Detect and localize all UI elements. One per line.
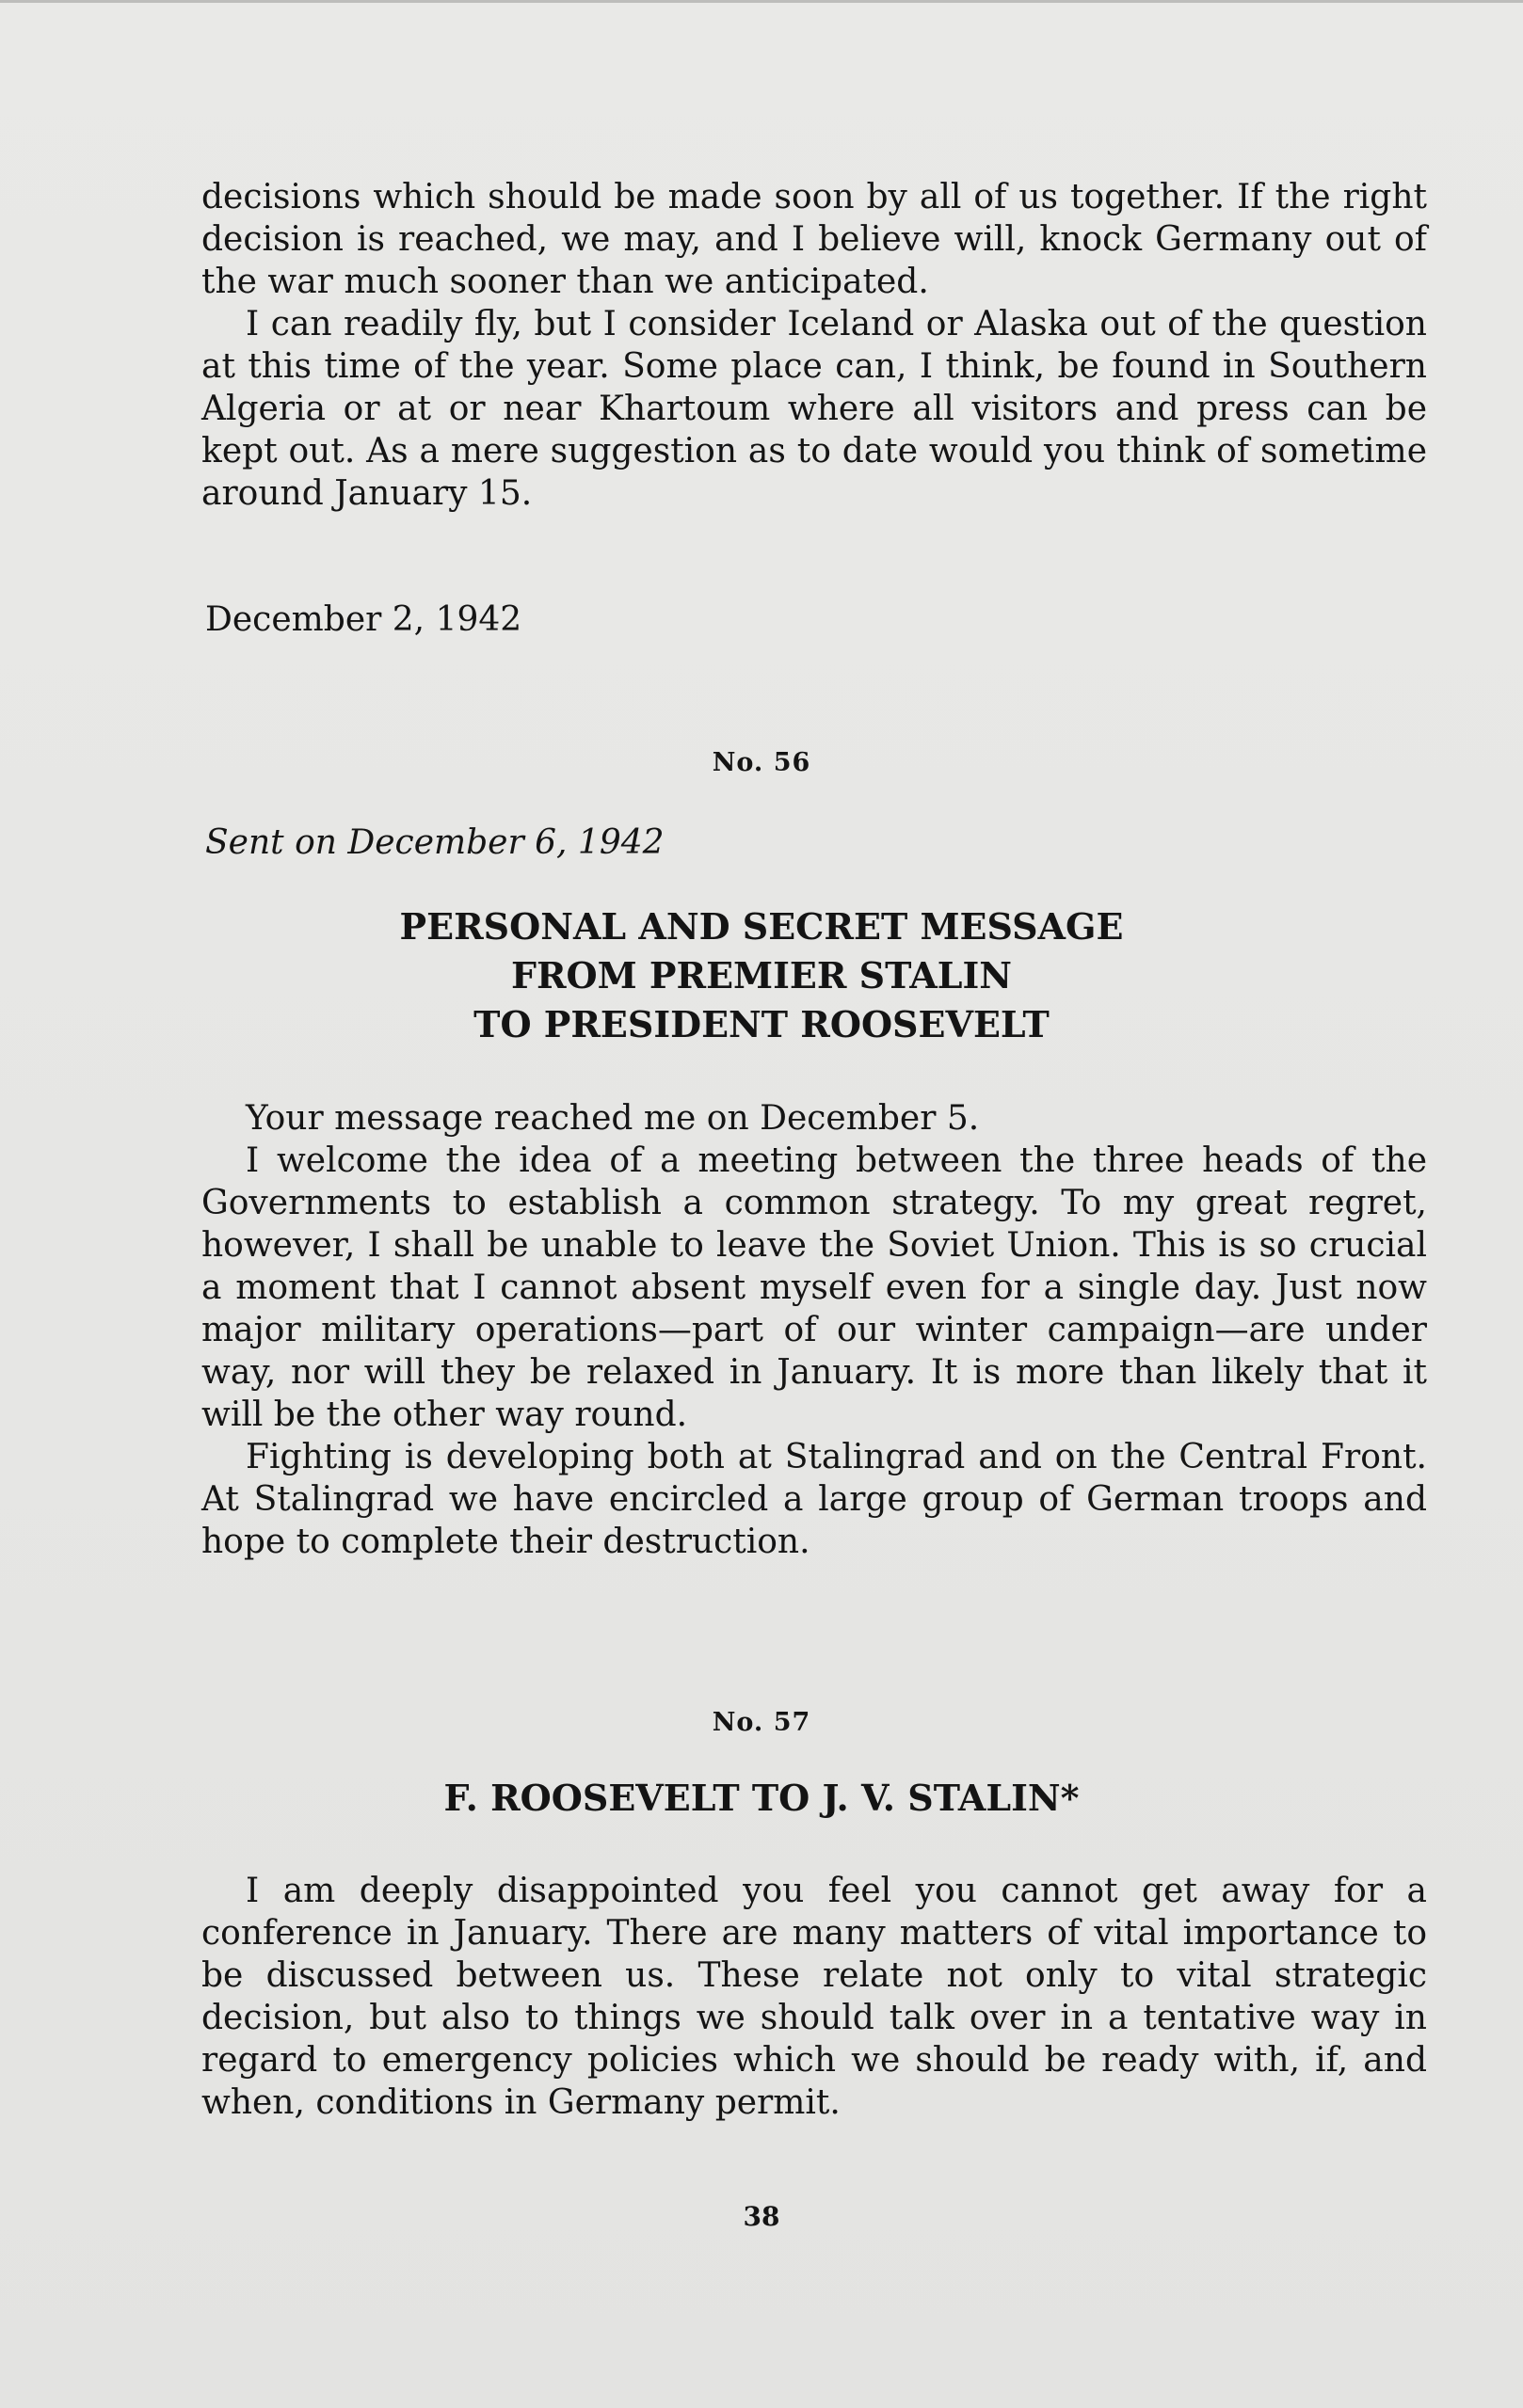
continuation-text <box>201 176 1427 515</box>
paragraph: Fighting is developing both at Stalingrad and on the Central Front. At Stalingrad we have encircled a large group of German troops and hope to complete their destruction. <box>201 1438 1427 1561</box>
message-heading-line: PERSONAL AND SECRET MESSAGE <box>399 905 1124 948</box>
message-body-57 <box>201 1870 1427 2124</box>
paragraph: Your message reached me on December 5. <box>246 1099 980 1138</box>
document-number: No. 57 <box>712 1708 811 1737</box>
page-top-edge <box>0 0 1523 3</box>
message-date: December 2, 1942 <box>205 600 522 639</box>
message-body-56 <box>201 1097 1427 1563</box>
page-number: 38 <box>743 2201 780 2232</box>
message-heading: F. ROOSEVELT TO J. V. STALIN* <box>443 1777 1080 1819</box>
message-heading-line: FROM PREMIER STALIN <box>510 954 1013 997</box>
paragraph: I am deeply disappointed you feel you cannot get away for a conference in January. There are many matters of vital importance to be discussed between us. These relate not only to vital strategic decision, but also to things we should talk over in a tentative way in regard to emergency policies which we should be ready with, if, and when, conditions in Germany permit. <box>201 1872 1427 2122</box>
document-number: No. 56 <box>712 748 811 777</box>
paragraph: decisions which should be made soon by all of us together. If the right decision is reached, we may, and I believe will, knock Germany out of the war much sooner than we anticipated. <box>201 178 1427 301</box>
paragraph: I can readily fly, but I consider Iceland or Alaska out of the question at this time of the year. Some place can, I think, be found in Southern Algeria or at or near Khartoum where all visitors and press can be kept out. As a mere suggestion as to date would you think of sometime around January 15. <box>201 305 1427 513</box>
message-heading-line: TO PRESIDENT ROOSEVELT <box>473 1003 1050 1045</box>
sent-date: Sent on December 6, 1942 <box>205 823 665 862</box>
paragraph: I welcome the idea of a meeting between the three heads of the Governments to establish a common strategy. To my great regret, however, I shall be unable to leave the Soviet Union. This is so crucial a moment that I cannot absent myself even for a single day. Just now major military operations—part of our winter campaign—are under way, nor will they be relaxed in January. It is more than likely that it will be the other way round. <box>201 1141 1427 1434</box>
